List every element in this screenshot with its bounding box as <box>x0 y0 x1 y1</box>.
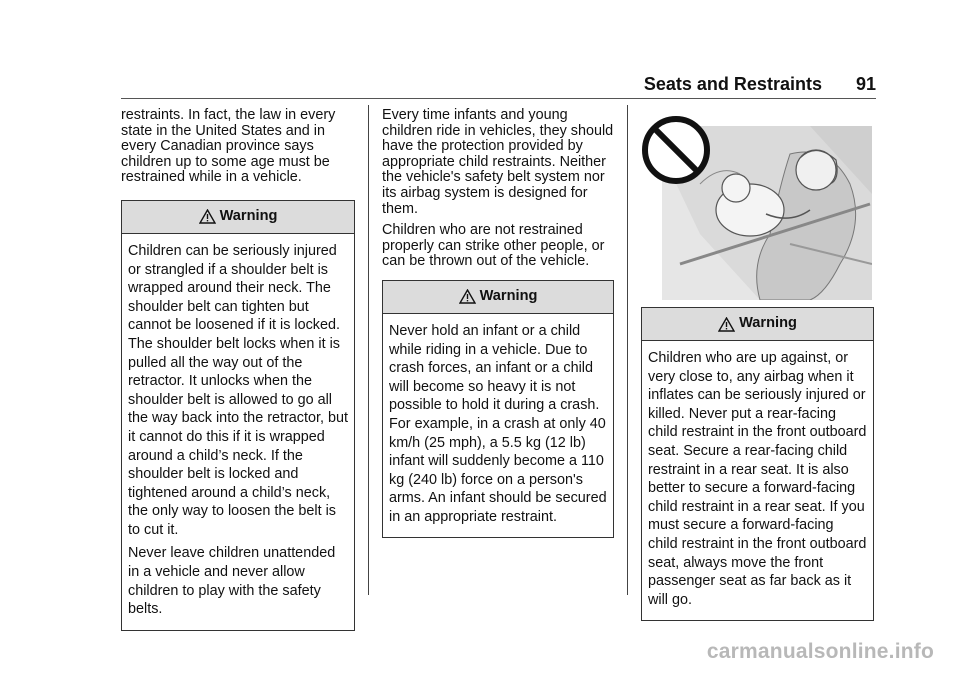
column-3 <box>641 307 874 621</box>
prohibition-icon <box>645 119 707 181</box>
warning-text: Children who are up against, or very close to, any airbag when it inflates can be seriously injured or killed. Never put a rear-facing child restraint in the front outboard seat. Secure a rear-facing child restraint in a rear seat. It is also better to secure a forward-facing child restraint in a rear seat. If you must secure a forward-facing child restraint in the front outboard seat, always move the front passenger seat as far back as it will go. <box>648 350 867 608</box>
column-divider-1 <box>368 105 369 595</box>
column-2 <box>382 108 614 538</box>
warning-text: Never hold an infant or a child while riding in a vehicle. Due to crash forces, an infant or a child will become so heavy it is not possible to hold it during a crash. For example, in a crash at only 40 km/h (25 mph), a 5.5 kg (12 lb) infant will suddenly become a 110 kg (240 lb) force on a person's arms. An infant should be secured in an appropriate restraint. <box>389 322 607 525</box>
paragraph-2: Children who are not restrained properly can strike other people, or can be thrown out of the vehicle. <box>382 222 605 270</box>
warning-box-1 <box>121 200 355 631</box>
warning-box-3 <box>641 307 874 621</box>
warning-header <box>383 281 613 314</box>
intro-paragraph: restraints. In fact, the law in every state in the United States and in every Canadian province says children up to some age must be restrained while in a vehicle. <box>121 107 336 186</box>
warning-box-2 <box>382 280 614 539</box>
header-rule <box>121 98 876 99</box>
page-header <box>0 74 876 95</box>
column-1 <box>121 108 355 631</box>
warning-text-2: Never leave children unattended in a vehicle and never allow children to play with the safety belts. <box>128 545 336 618</box>
warning-triangle-icon <box>718 317 735 332</box>
warning-text: Children can be seriously injured or strangled if a shoulder belt is wrapped around their neck. The shoulder belt can tighten but cannot be loosened if it is locked. The shoulder belt locks when it is pulled all the way out of the retractor. It unlocks when the shoulder belt is allowed to go all the way back into the retractor, but it cannot do this if it is wrapped around a child’s neck. If the shoulder belt is locked and tightened around a child’s neck, the only way to loosen the belt is to cut it. <box>128 242 348 538</box>
column-divider-2 <box>627 105 628 595</box>
watermark: carmanualsonline.info <box>706 640 934 663</box>
page-number: 91 <box>855 74 876 94</box>
paragraph-1: Every time infants and young children ride in vehicles, they should have the protection provided by appropriate child restraints. Neither the vehicle's safety belt system nor its airbag system is designed for them. <box>382 107 614 217</box>
warning-label: Warning <box>479 288 538 305</box>
warning-label: Warning <box>739 315 797 332</box>
section-title: Seats and Restraints <box>643 74 822 94</box>
warning-header <box>122 201 354 234</box>
warning-label: Warning <box>219 208 278 225</box>
warning-triangle-icon <box>199 209 216 224</box>
infant-held-illustration <box>640 114 872 300</box>
warning-header <box>642 308 873 341</box>
warning-triangle-icon <box>459 289 476 304</box>
